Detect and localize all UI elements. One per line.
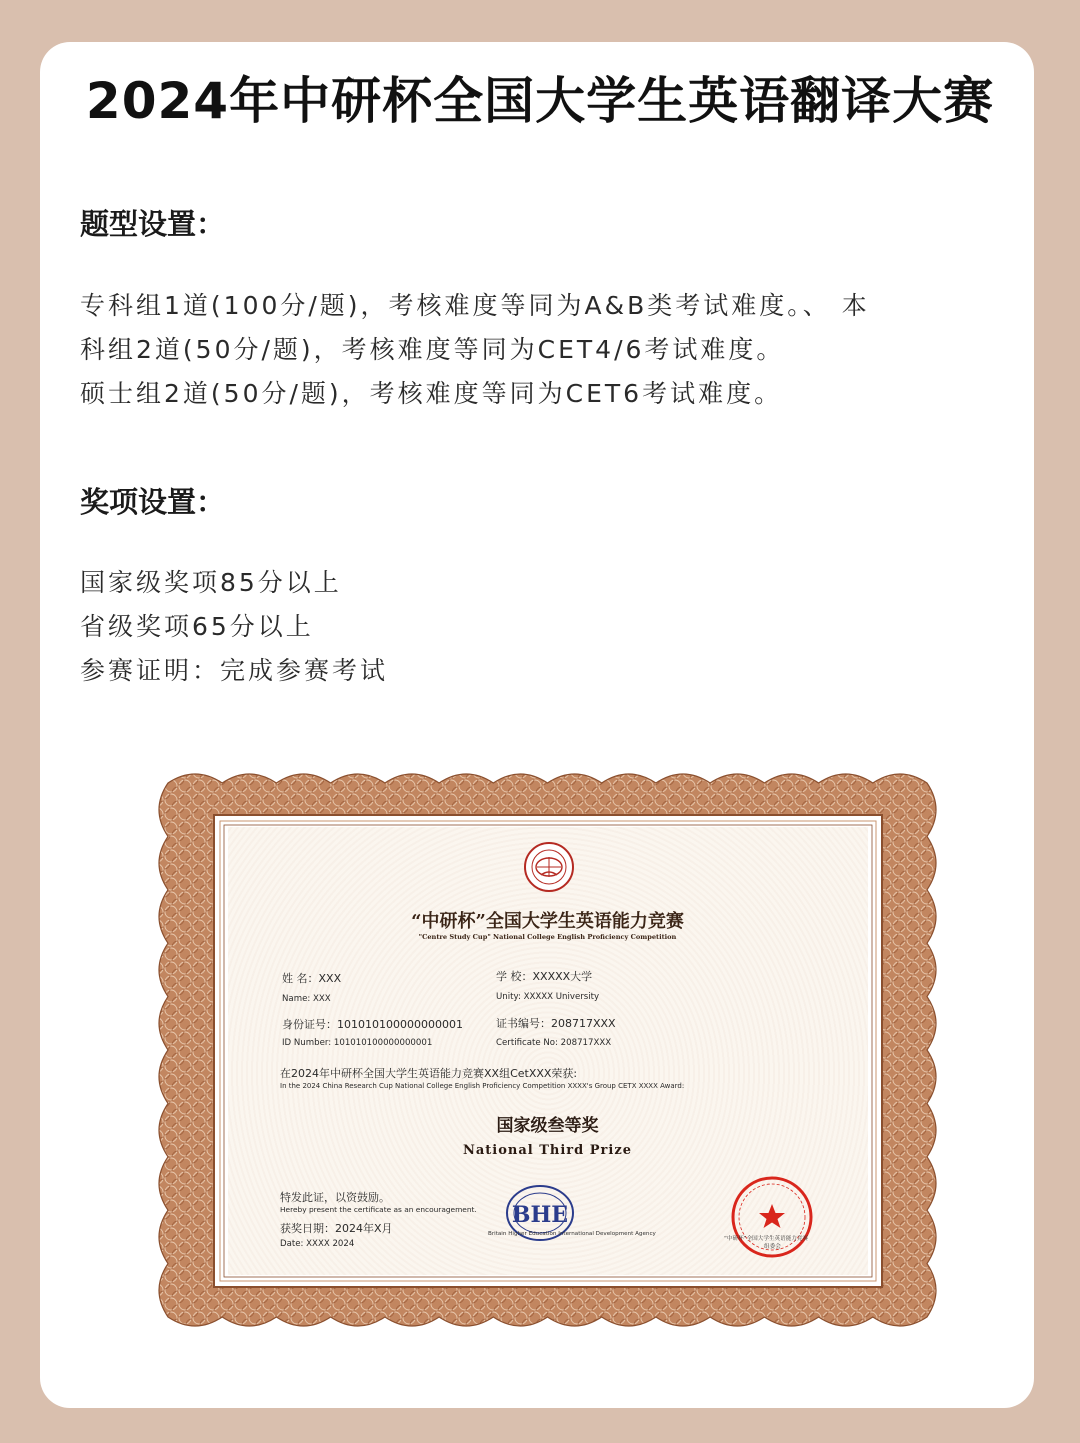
awards-line: 省级奖项65分以上	[80, 612, 314, 641]
cert-name-zh: 姓 名：XXX	[282, 972, 342, 985]
bhe-label: Britain Higher Education International Development Agency	[488, 1231, 656, 1237]
types-line: 科组2道(50分/题)，考核难度等同为CET4/6考试难度。	[80, 335, 785, 364]
cert-statement-zh: 在2024年中研杯全国大学生英语能力竞赛XX组CetXXX荣获:	[280, 1067, 578, 1080]
cert-school-zh: 学 校：XXXXX大学	[496, 970, 593, 983]
cert-encourage-en: Hereby present the certificate as an encouragement.	[280, 1205, 477, 1214]
cert-id-en: ID Number: 101010100000000001	[282, 1038, 433, 1048]
cert-statement-en: In the 2024 China Research Cup National College English Proficiency Competition XXXX's Group CETX XXXX Award:	[280, 1082, 685, 1090]
section-heading-types: 题型设置：	[80, 207, 226, 241]
page-title: 2024年中研杯全国大学生英语翻译大赛	[85, 72, 995, 130]
prize-title-zh: 国家级叁等奖	[496, 1116, 599, 1136]
cert-number-zh: 证书编号：208717XXX	[496, 1017, 616, 1030]
certificate-title: “中研杯”全国大学生英语能力竞赛	[411, 911, 684, 932]
awards-line: 国家级奖项85分以上	[80, 568, 342, 597]
certificate-image	[150, 765, 945, 1335]
cert-name-en: Name: XXX	[282, 994, 331, 1004]
star-icon	[759, 1204, 785, 1228]
cert-school-en: Unity: XXXXX University	[496, 992, 600, 1002]
top-emblem-icon	[523, 841, 575, 893]
cert-encourage-zh: 特发此证，以资鼓励。	[280, 1191, 390, 1204]
bhe-logo-text: BHE	[511, 1202, 569, 1228]
section-heading-awards: 奖项设置：	[80, 485, 226, 519]
awards-line: 参赛证明：完成参赛考试	[80, 656, 389, 685]
cert-id-zh: 身份证号：101010100000000001	[282, 1018, 463, 1031]
cert-date-en: Date: XXXX 2024	[280, 1239, 355, 1249]
seal-label: “中研杯”全国大学生英语能力竞赛	[724, 1236, 809, 1242]
prize-title-en: National Third Prize	[462, 1143, 632, 1158]
cert-number-en: Certificate No: 208717XXX	[496, 1038, 612, 1048]
seal-label-2: 组委会	[764, 1244, 781, 1250]
certificate-subtitle: "Centre Study Cup" National College English Proficiency Competition	[418, 933, 677, 941]
types-line: 硕士组2道(50分/题)，考核难度等同为CET6考试难度。	[80, 379, 783, 408]
section-body-types	[80, 284, 980, 416]
section-body-awards	[80, 561, 980, 693]
cert-date-zh: 获奖日期：2024年X月	[280, 1222, 393, 1235]
types-line: 专科组1道(100分/题)，考核难度等同为A&B类考试难度。、 本	[80, 291, 870, 320]
